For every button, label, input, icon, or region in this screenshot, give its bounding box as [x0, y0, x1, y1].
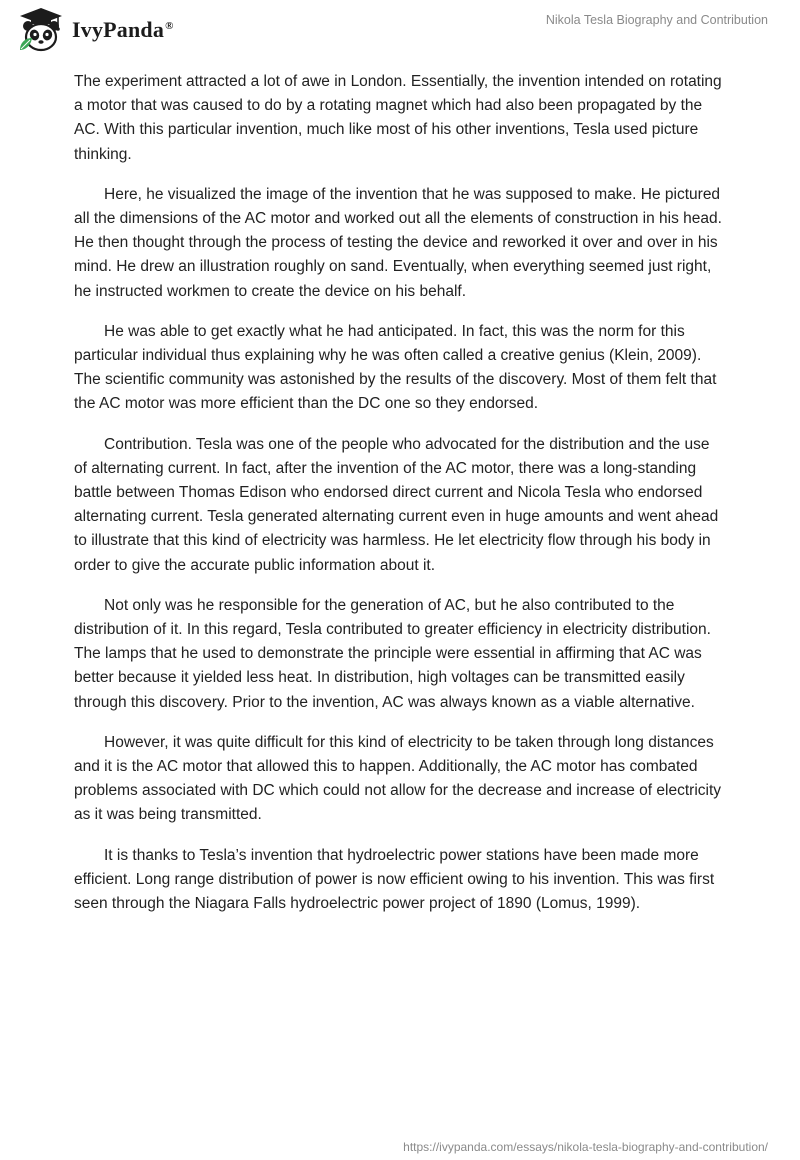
- logo-wordmark: [72, 17, 174, 43]
- panda-graduate-icon: [16, 6, 66, 54]
- paragraph-2: Here, he visualized the image of the invention that he was supposed to make. He pictured all the dimensions of the AC motor and worked out all the elements of construction in his head. He then thought through the process of testing the device and reworked it over and over in his mind. He drew an illustration roughly on sand. Eventually, when everything seemed just right, he instructed workmen to create the device on his behalf.: [74, 185, 722, 300]
- document-title: Nikola Tesla Biography and Contribution: [545, 13, 768, 27]
- registered-mark: ®: [165, 19, 174, 32]
- page-header: [0, 0, 800, 60]
- paragraph-3: He was able to get exactly what he had anticipated. In fact, this was the norm for this particular individual thus explaining why he was often called a creative genius (Klein, 2009). The scientific community was astonished by the results of the discovery. Most of them felt that the AC motor was more efficient than the DC one so they endorsed.: [74, 322, 717, 413]
- paragraph-6: However, it was quite difficult for this kind of electricity to be taken through long distances and it is the AC motor that allowed this to happen. Additionally, the AC motor has combated problems associated with DC which could not allow for the decrease and increase of electricity as it was being transmitted.: [74, 733, 722, 824]
- paragraph-7: It is thanks to Tesla’s invention that hydroelectric power stations have been made more efficient. Long range distribution of power is now efficient owing to his invention. This was first seen through the Niagara Falls hydroelectric power project of 1890 (Lomus, 1999).: [74, 846, 715, 913]
- paragraph-4: Contribution. Tesla was one of the people who advocated for the distribution and the use of alternating current. In fact, after the invention of the AC motor, there was a long-standing battle between Thomas Edison who endorsed direct current and Nicola Tesla who endorsed alternating current. Tesla generated alternating current even in huge amounts and went ahead to illustrate that this kind of electricity was harmless. He let electricity flow through his body in order to give the accurate public information about it.: [74, 435, 719, 574]
- paragraph-1: The experiment attracted a lot of awe in London. Essentially, the invention intended on rotating a motor that was caused to do by a rotating magnet which had also been propagated by the AC. With this particular invention, much like most of his other inventions, Tesla used picture thinking.: [74, 73, 722, 163]
- logo-text: IvyPanda: [72, 17, 165, 42]
- essay-body: [74, 70, 726, 932]
- paragraph-5: Not only was he responsible for the generation of AC, but he also contributed to the distribution of it. In this regard, Tesla contributed to greater efficiency in electricity distribution. The lamps that he used to demonstrate the principle were essential in affirming that AC was better because it yielded less heat. In distribution, high voltages can be transmitted easily through this discovery. Prior to the invention, AC was always known as a viable alternative.: [74, 596, 711, 711]
- ivypanda-logo[interactable]: [16, 6, 174, 54]
- source-url[interactable]: https://ivypanda.com/essays/nikola-tesla-biography-and-contribution/: [403, 1140, 768, 1154]
